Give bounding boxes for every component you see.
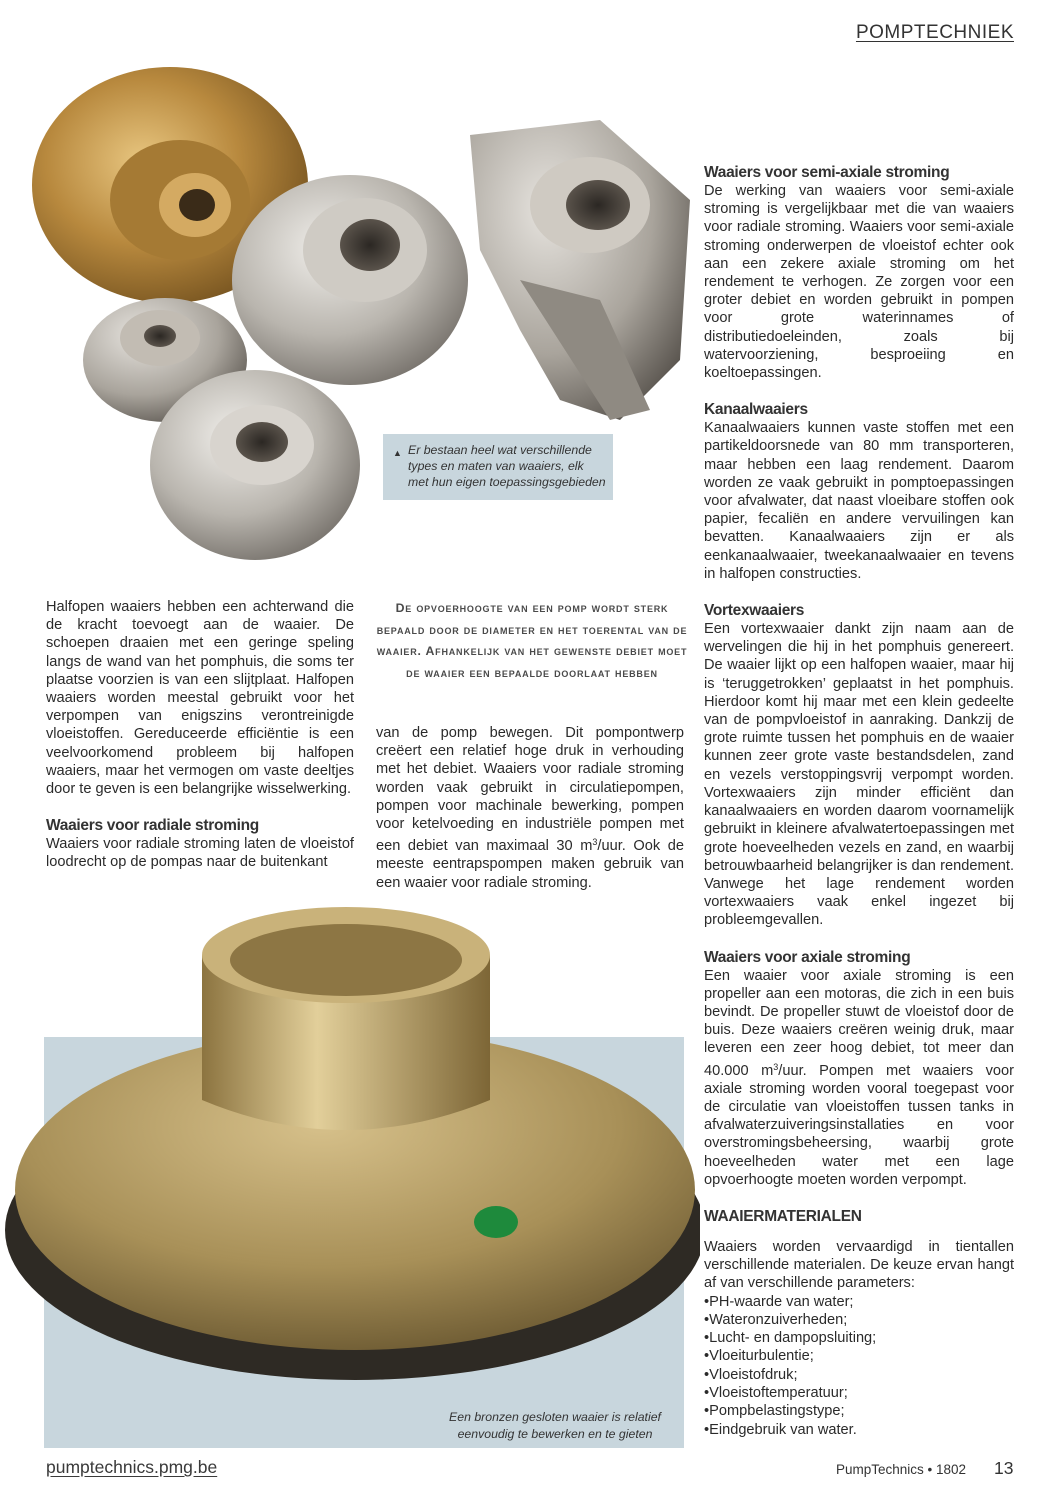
middle-column [376, 724, 684, 892]
intro-paragraph: Halfopen waaiers hebben een achterwand die de kracht toevoegt aan de waaier. De schoepen draaien met een geringe speling langs de wand van het pomphuis, die soms ter plaatse voorzien is van een slijtplaat. Halfopen waaiers worden meestal gebruikt voor het verpompen van enigszins verontreinigde vloeistoffen. Gereduceerde efficiëntie is een veelvoorkomend probleem bij halfopen waaiers, maar het vermogen om vaste deeltjes door te geven is een belangrijke wisselwerking. [46, 599, 354, 798]
middle-paragraph: van de pomp bewegen. Dit pompontwerp creëert een relatief hoge druk in verhouding met het debiet. Waaiers voor radiale stroming worden vaak gebruikt in circulatiepompen, pompen voor machinale bewerking, pompen voor ketelvoeding en industriële pompen met een debiet van maximaal 30 $m^3$/uur. Ook de meeste eentrapspompen maken gebruik van een waaier voor radiale stroming. [376, 725, 684, 891]
axial-heading: Waaiers voor axiale stroming [704, 948, 911, 966]
bronze-impeller-photo [0, 900, 700, 1420]
materials-paragraph: Waaiers worden vervaardigd in tientallen verschillende materialen. De keuze ervan hangt af van verschillende parameters: [704, 1238, 1014, 1292]
right-column [704, 163, 1014, 1439]
photo-caption-top: ▲ Er bestaan heel wat verschillende types en maten van waaiers, elk met hun eigen toepassingsgebieden [383, 434, 613, 500]
materials-list [704, 1293, 1014, 1439]
kanaal-paragraph: Kanaalwaaiers kunnen vaste stoffen met een partikeldoorsnede van 80 mm transporteren, maar hebben een laag rendement. Daarom worden ze vaak gebruikt in pomptoepassingen voor afvalwater, dat naast vloeibare stoffen ook papier, fecaliën en andere vervuilingen kan bevatten. Kanaalwaaiers zijn er als eenkanaalwaaier, tweekanaalwaaier en tevens in halfopen constructies. [704, 420, 1014, 582]
triangle-up-icon: ▲ [393, 448, 402, 458]
footer-magazine-issue: PumpTechnics • 1802 [836, 1462, 967, 1477]
materials-heading: WAAIERMATERIALEN [704, 1207, 862, 1225]
footer-website-link[interactable]: pumptechnics.pmg.be [46, 1457, 218, 1477]
vortex-paragraph: Een vortexwaaier dankt zijn naam aan de wervelingen die hij in het pomphuis genereert. De waaier lijkt op een halfopen waaier, maar hij is ‘teruggetrokken’ geplaatst in het pomphuis. Hierdoor komt hij maar met een klein gedeelte van de pompvloeistof in aanraking. Dankzij de grote ruimte tussen het pomphuis en de waaier kunnen zeer grote vaste bestandsdelen, zand en vezels verstoppingsvrij verpompt worden. Vortexwaaiers zijn minder efficiënt dan kanaalwaaiers en worden daarom voornamelijk gebruikt in kleinere afvalwatertoepassingen met grote hoeveelheden vezels en zand, en waarbij betrouwbaarheid belangrijker is dan rendement. Vanwege het lage rendement worden vortexwaaiers vaak enkel ingezet bij probleemgevallen. [704, 621, 1014, 929]
semi-axial-paragraph: De werking van waaiers voor semi-axiale stroming is vergelijkbaar met die van waaiers voor radiale stroming. Waaiers voor semi-axiale stroming onderwerpen de vloeistof echter ook aan een zekere axiale stroming om het rendement te verhogen. Ze zorgen voor een groter debiet en worden gebruikt in pompen voor grote waterinnames of distributiedoeleinden, zoals bij watervoorziening, besproeiing en koeltoepassingen. [704, 183, 1014, 382]
list-item: •Wateronzuiverheden; [704, 1311, 848, 1328]
axial-paragraph: Een waaier voor axiale stroming is een propeller aan een motoras, die zich in een buis bevindt. De propeller stuwt de vloeistof door de buis. Deze waaiers creëren weinig druk, maar leveren een zeer hoog debiet, tot meer dan 40.000 $m^3$/uur. Pompen met waaiers voor axiale stroming worden vooral toegepast voor de circulatie van vloeistoffen tussen tanks in afvalwaterzuiveringsinstallaties en voor overstromingsbeheersing, waarbij grote hoeveelheden water met een lage opvoerhoogte moeten worden verpompt. [704, 967, 1014, 1188]
section-tag: POMPTECHNIEK [855, 22, 1014, 43]
list-item: •Vloeiturbulentie; [704, 1348, 814, 1365]
list-item: •PH-waarde van water; [704, 1293, 854, 1310]
page-number: 13 [994, 1458, 1014, 1478]
list-item: •Eindgebruik van water. [704, 1421, 857, 1438]
list-item: •Lucht- en dampopsluiting; [704, 1330, 877, 1347]
semi-axial-heading: Waaiers voor semi-axiale stroming [704, 164, 950, 181]
radial-paragraph: Waaiers voor radiale stroming laten de vloeistof loodrecht op de pompas naar de buitenkant [46, 836, 354, 871]
radial-heading: Waaiers voor radiale stroming [46, 817, 259, 835]
vortex-heading: Vortexwaaiers [704, 602, 805, 620]
pull-quote: De opvoerhoogte van een pomp wordt sterk bepaald door de diameter en het toerental van de waaier. Afhankelijk van het gewenste debiet moet de waaier een bepaalde doorlaat hebben [376, 601, 688, 680]
kanaal-heading: Kanaalwaaiers [704, 401, 808, 419]
impellers-photo [0, 0, 700, 590]
list-item: •Vloeistofdruk; [704, 1366, 798, 1383]
left-column [46, 598, 354, 872]
list-item: •Pompbelastingstype; [704, 1403, 845, 1420]
list-item: •Vloeistoftemperatuur; [704, 1385, 848, 1402]
photo-caption-bottom: Een bronzen gesloten waaier is relatief eenvoudig te bewerken en te gieten [449, 1410, 661, 1441]
